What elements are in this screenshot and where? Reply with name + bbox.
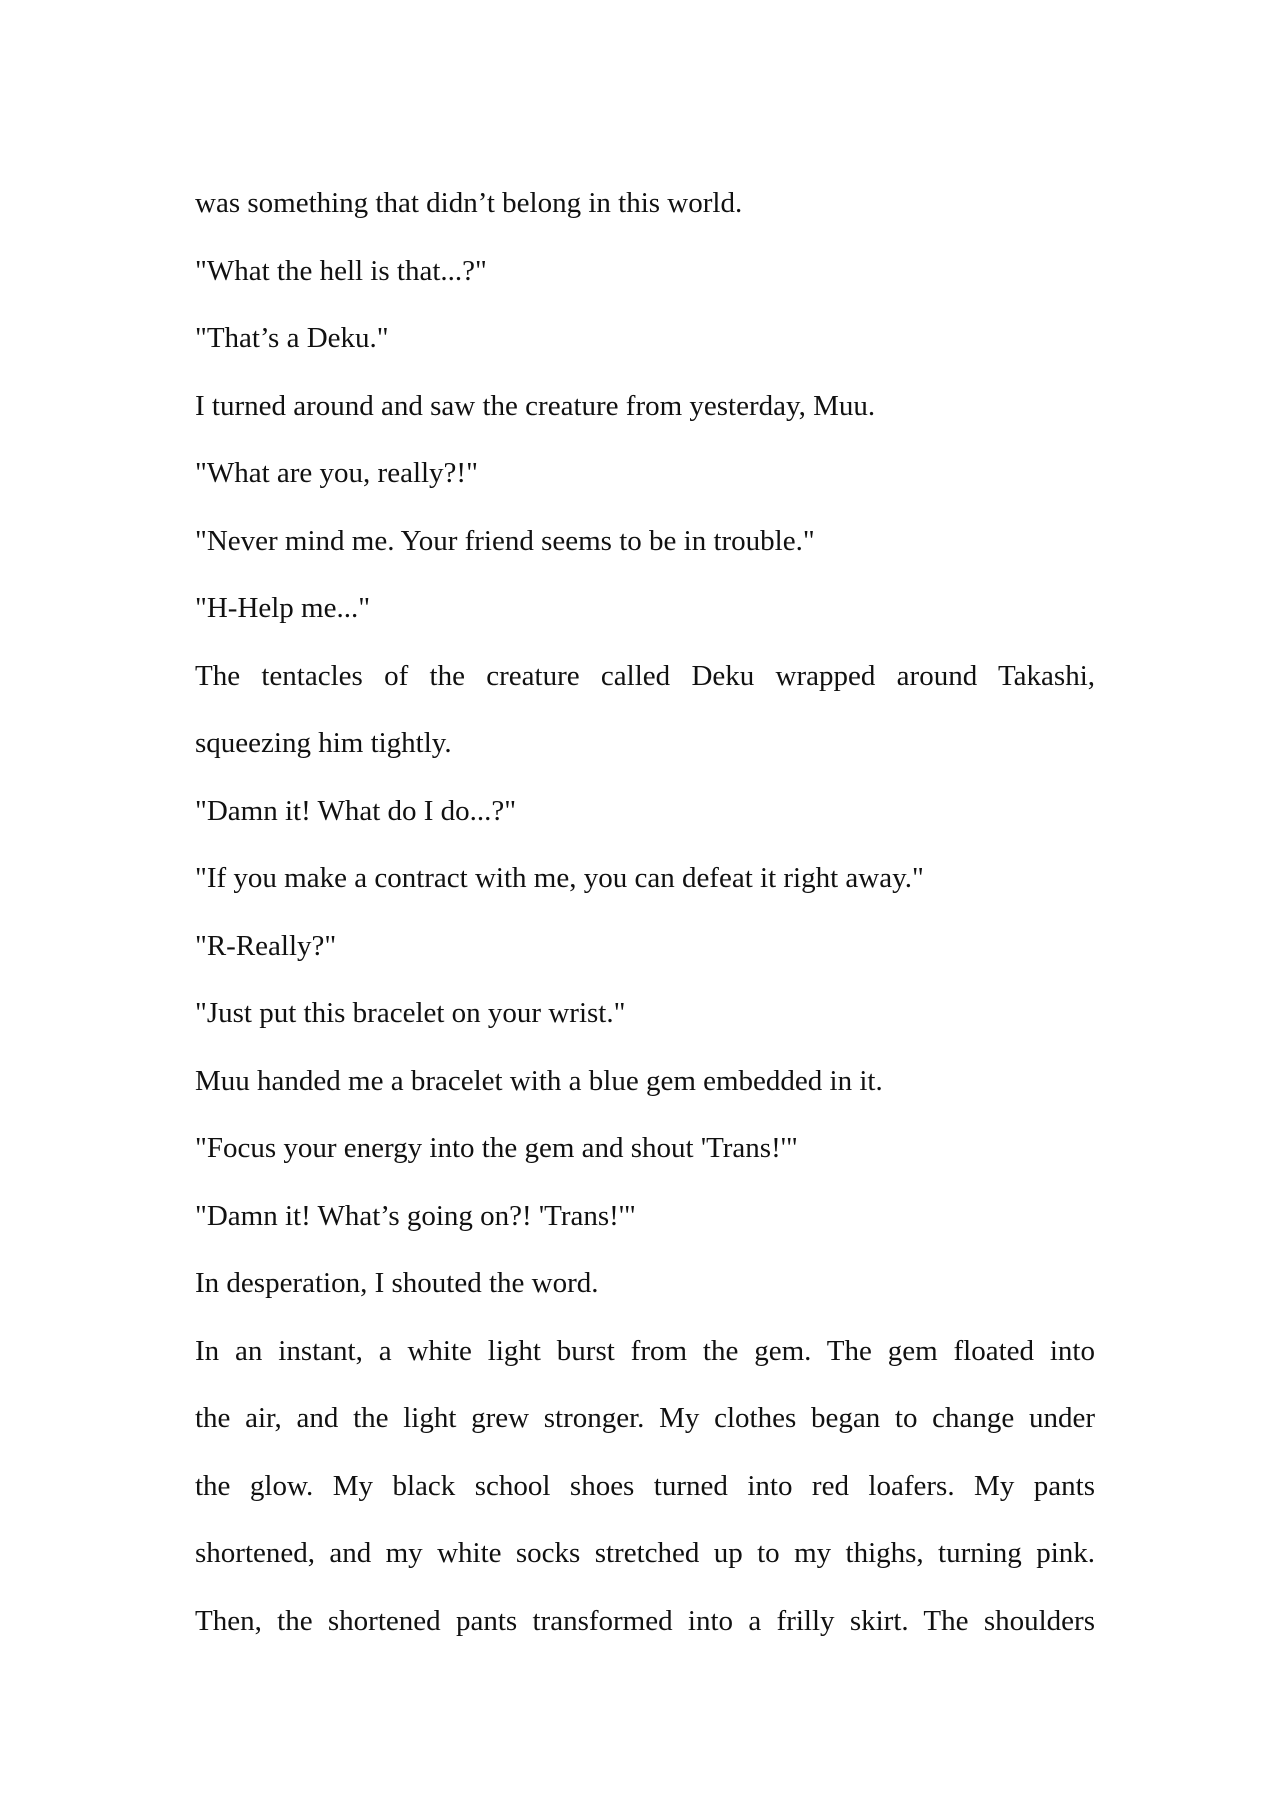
text-line: "That’s a Deku." bbox=[195, 322, 389, 354]
text-line: The tentacles of the creature called Deku wrapped around Takashi, bbox=[195, 659, 1095, 692]
text-line: I turned around and saw the creature from yesterday, Muu. bbox=[195, 389, 876, 422]
text-line: "Damn it! What do I do...?" bbox=[195, 794, 517, 827]
text-line: In desperation, I shouted the word. bbox=[195, 1267, 599, 1299]
text-line: "What the hell is that...?" bbox=[195, 254, 487, 287]
text-line: the air, and the light grew stronger. My clothes began to change under bbox=[195, 1402, 1095, 1434]
text-line: Muu handed me a bracelet with a blue gem embedded in it. bbox=[195, 1064, 883, 1097]
text-line: squeezing him tightly. bbox=[195, 727, 452, 759]
text-line: "Never mind me. Your friend seems to be in trouble." bbox=[195, 524, 815, 557]
text-line: "What are you, really?!" bbox=[195, 457, 478, 489]
text-line: In an instant, a white light burst from the gem. The gem floated into bbox=[195, 1334, 1095, 1367]
text-line: was something that didn’t belong in this world. bbox=[195, 187, 743, 219]
text-line: "Damn it! What’s going on?! 'Trans!'" bbox=[195, 1199, 636, 1232]
text-line: "If you make a contract with me, you can defeat it right away." bbox=[195, 862, 924, 894]
text-line: "R-Really?" bbox=[195, 929, 337, 962]
text-line: "Focus your energy into the gem and shout 'Trans!'" bbox=[195, 1132, 798, 1164]
text-line: "Just put this bracelet on your wrist." bbox=[195, 997, 626, 1029]
text-line: shortened, and my white socks stretched up to my thighs, turning pink. bbox=[195, 1537, 1095, 1569]
text-line: "H-Help me..." bbox=[195, 592, 371, 624]
text-line: Then, the shortened pants transformed into a frilly skirt. The shoulders bbox=[195, 1604, 1095, 1637]
body-text bbox=[195, 170, 1095, 1655]
text-line: the glow. My black school shoes turned into red loafers. My pants bbox=[195, 1469, 1095, 1502]
